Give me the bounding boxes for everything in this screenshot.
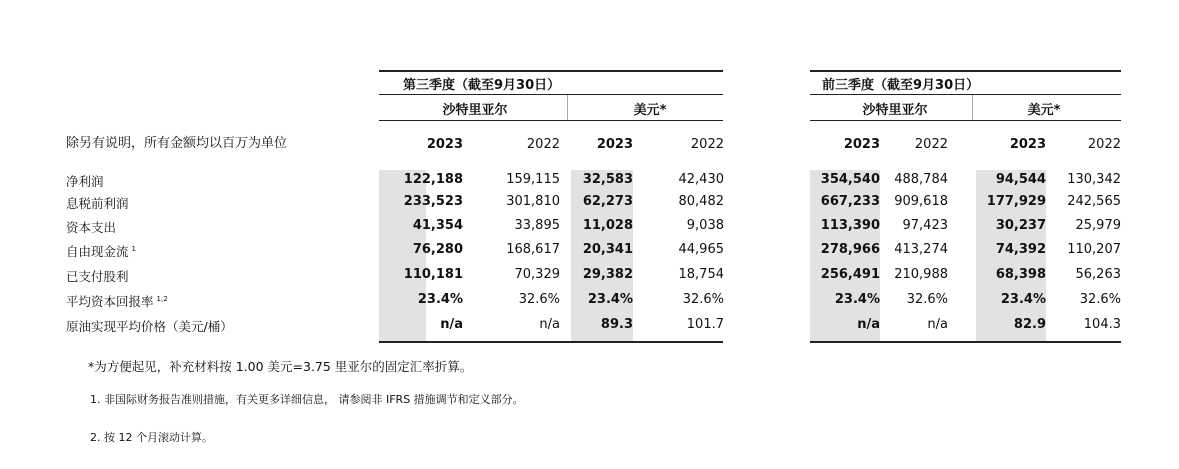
row-label [66,317,233,335]
table-cell: 80,482 [678,194,724,209]
footnote-ref: 1,2 [156,295,168,303]
table-cell: 278,966 [820,242,880,257]
table-cell: 18,754 [678,267,724,282]
table-cell: 30,237 [995,218,1046,233]
table-cell: 110,207 [1067,242,1121,257]
row-label-text: 资本支出 [66,220,117,235]
group-title: 第三季度（截至9月30日） [403,78,561,93]
rule-vsep [567,95,568,120]
row-label-text: 净利润 [66,174,104,189]
table-cell: 82.9 [1013,317,1046,332]
currency-label-usd: 美元* [1027,103,1061,118]
year-header: 2022 [526,137,560,152]
rule-group [810,94,1121,95]
table-cell: 97,423 [902,218,948,233]
table-cell: 20,341 [582,242,633,257]
table-cell: 94,544 [995,172,1046,187]
table-cell: 32.6% [682,292,724,307]
rule-bottom [810,341,1121,343]
table-cell: 33,895 [514,218,560,233]
table-cell: 68,398 [995,267,1046,282]
year-header: 2023 [426,137,463,152]
table-cell: 110,181 [403,267,463,282]
table-cell: n/a [539,317,560,332]
table-cell: 70,329 [514,267,560,282]
row-label-text: 自由现金流 [66,244,129,259]
table-cell: 74,392 [995,242,1046,257]
table-cell: 101.7 [686,317,724,332]
table-cell: 41,354 [412,218,463,233]
table-cell: 210,988 [894,267,948,282]
table-cell: 44,965 [678,242,724,257]
table-cell: 25,979 [1075,218,1121,233]
row-label [66,172,104,190]
table-cell: n/a [857,317,880,332]
table-cell: 177,929 [986,194,1046,209]
year-header: 2023 [1009,137,1046,152]
rule-bottom [379,341,723,343]
table-cell: 256,491 [820,267,880,282]
table-cell: 32.6% [518,292,560,307]
row-label [66,292,168,310]
table-cell: 32.6% [906,292,948,307]
table-cell: 113,390 [820,218,880,233]
table-cell: 32,583 [582,172,633,187]
group-title: 前三季度（截至9月30日） [822,78,980,93]
table-cell: 242,565 [1067,194,1121,209]
row-label [66,194,129,212]
rule-group [379,94,723,95]
year-header: 2022 [690,137,724,152]
row-label [66,267,129,285]
row-label [66,218,116,236]
year-header: 2023 [596,137,633,152]
row-label-text: 息税前利润 [66,196,129,211]
table-cell: 233,523 [403,194,463,209]
table-cell: 122,188 [403,172,463,187]
table-cell: 354,540 [820,172,880,187]
table-cell: 9,038 [686,218,724,233]
row-label-text: 平均资本回报率 [66,294,154,309]
year-header: 2022 [1087,137,1121,152]
footnote-2: 2. 按 12 个月滚动计算。 [90,431,213,444]
table-cell: 301,810 [506,194,560,209]
table-cell: 11,028 [582,218,633,233]
year-header: 2022 [914,137,948,152]
table-cell: 909,618 [894,194,948,209]
table-cell: 23.4% [834,292,880,307]
rule-top [379,70,723,72]
table-cell: 413,274 [894,242,948,257]
currency-label-usd: 美元* [633,103,667,118]
table-cell: 56,263 [1075,267,1121,282]
table-cell: 32.6% [1079,292,1121,307]
table-cell: 130,342 [1067,172,1121,187]
unit-note: 除另有说明，所有金额均以百万为单位 [66,136,288,151]
table-cell: 168,617 [506,242,560,257]
table-cell: 62,273 [582,194,633,209]
table-cell: 76,280 [412,242,463,257]
table-cell: 23.4% [587,292,633,307]
footnote-1: 1. 非国际财务报告准则措施，有关更多详细信息， 请参阅非 IFRS 措施调节和定义部分。 [90,393,524,406]
table-cell: 159,115 [506,172,560,187]
table-cell: 42,430 [678,172,724,187]
currency-label-sar: 沙特里亚尔 [442,103,508,118]
table-cell: 488,784 [894,172,948,187]
table-cell: n/a [927,317,948,332]
rule-vsep [972,95,973,120]
table-cell: 23.4% [417,292,463,307]
table-cell: 89.3 [600,317,633,332]
row-label-text: 已支付股利 [66,269,129,284]
footnote-ref: 1 [131,245,136,253]
rule-top [810,70,1121,72]
rule-sub [810,120,1121,121]
table-cell: 104.3 [1083,317,1121,332]
year-header: 2023 [843,137,880,152]
footnote-exchange-rate: *为方便起见，补充材料按 1.00 美元=3.75 里亚尔的固定汇率折算。 [88,359,473,374]
table-cell: n/a [440,317,463,332]
rule-sub [379,120,723,121]
table-cell: 23.4% [1000,292,1046,307]
row-label-text: 原油实现平均价格（美元/桶） [66,319,233,334]
table-cell: 667,233 [820,194,880,209]
currency-label-sar: 沙特里亚尔 [862,103,928,118]
table-cell: 29,382 [582,267,633,282]
row-label [66,242,136,260]
